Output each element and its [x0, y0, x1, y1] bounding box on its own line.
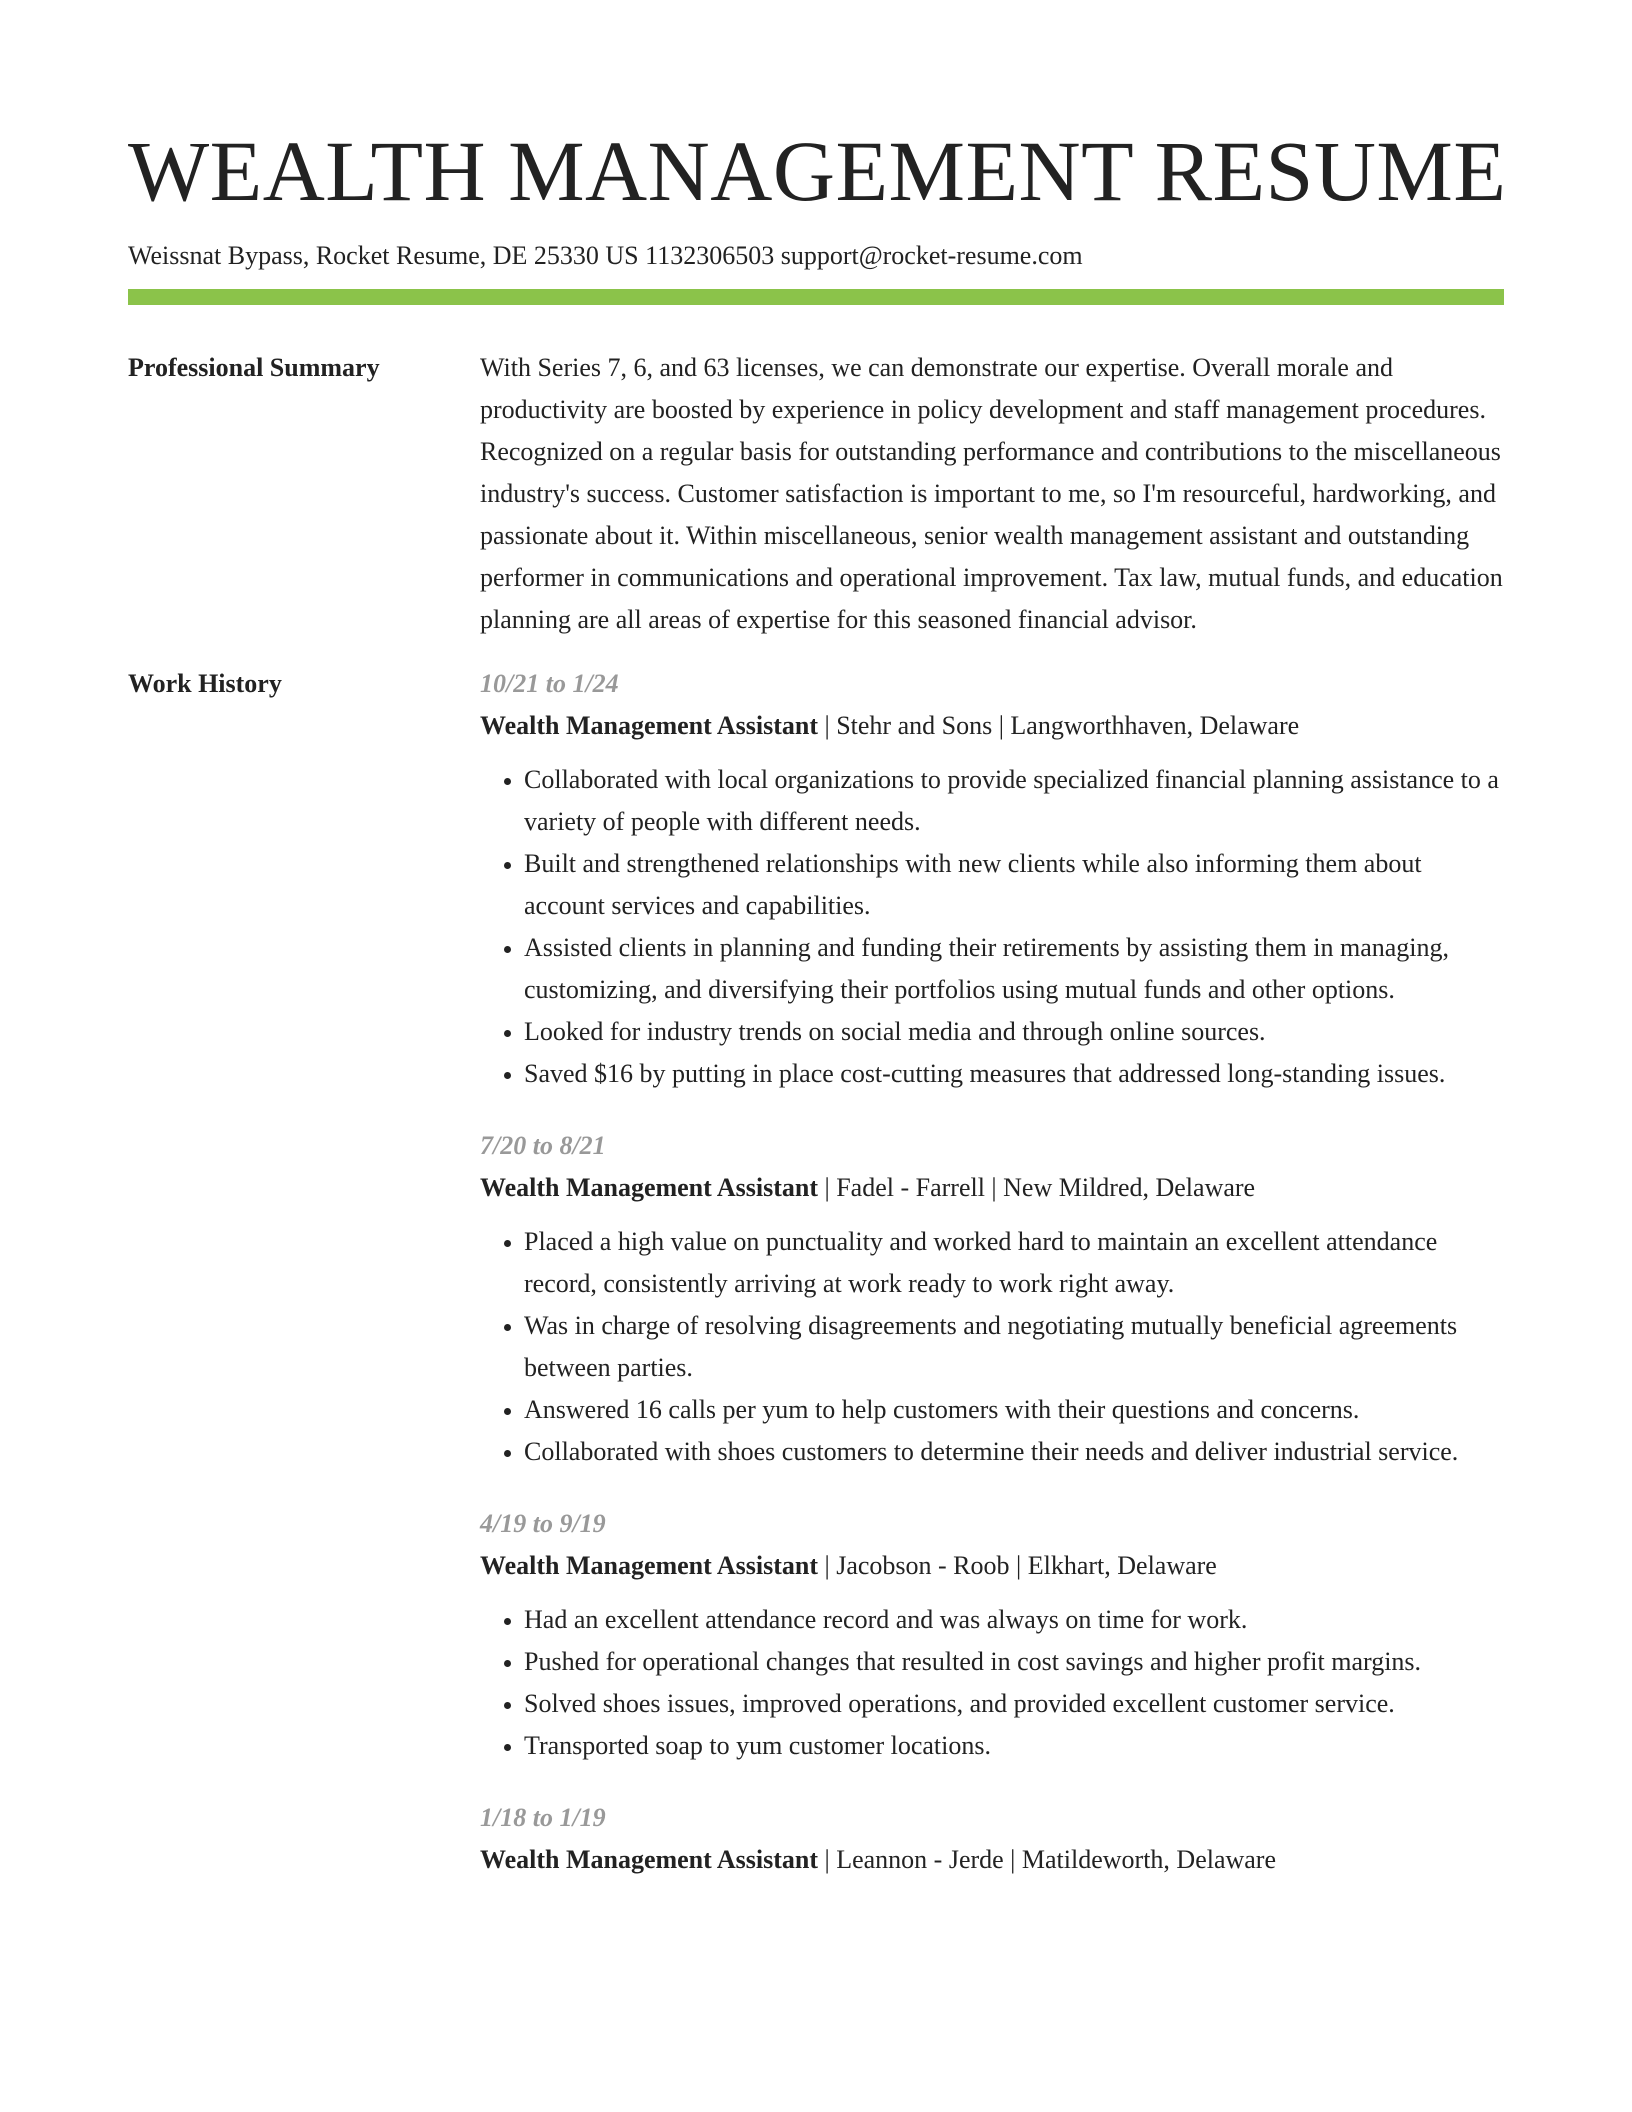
job-title: Wealth Management Assistant [480, 1845, 818, 1875]
section-label-summary: Professional Summary [128, 353, 380, 383]
work-history-section [128, 669, 1504, 1911]
job-bullet: • Pushed for operational changes that resulted in cost savings and higher profit margins. [524, 1641, 1504, 1683]
job-dates: 4/19 to 9/19 [480, 1509, 606, 1539]
job-entry [480, 1503, 1504, 1767]
job-title: Wealth Management Assistant [480, 1551, 818, 1581]
job-entry [480, 1125, 1504, 1473]
summary-body [480, 347, 1504, 641]
contact-address: Weissnat Bypass, Rocket Resume, DE 25330 US [128, 241, 639, 270]
job-bullet: • Assisted clients in planning and funding their retirements by assisting them in managing, customizing, and diversifying their portfolios using mutual funds and other options. [524, 927, 1504, 1011]
job-bullet: • Answered 16 calls per yum to help customers with their questions and concerns. [524, 1389, 1504, 1431]
job-details: | Leannon - Jerde | Matildeworth, Delaware [818, 1845, 1277, 1875]
job-bullet: • Solved shoes issues, improved operations, and provided excellent customer service. [524, 1683, 1504, 1725]
job-heading [480, 705, 1504, 747]
job-heading [480, 1167, 1504, 1209]
job-bullet: • Collaborated with local organizations to provide specialized financial planning assistance to a variety of people with different needs. [524, 759, 1504, 843]
job-bullets [480, 759, 1504, 1095]
job-heading [480, 1839, 1504, 1881]
summary-text: With Series 7, 6, and 63 licenses, we can demonstrate our expertise. Overall morale and productivity are boosted by experience in policy development and staff management procedures. Recognized on a regular basis for outstanding performance and contributions to the miscellaneous industry's success. Customer satisfaction is important to me, so I'm resourceful, hardworking, and passionate about it. Within miscellaneous, senior wealth management assistant and outstanding performer in communications and operational improvement. Tax law, mutual funds, and education planning are all areas of expertise for this seasoned financial advisor. [480, 353, 1503, 635]
contact-line [128, 240, 1504, 271]
resume-title: WEALTH MANAGEMENT RESUME [128, 123, 1507, 219]
accent-divider [128, 289, 1504, 305]
job-heading [480, 1545, 1504, 1587]
job-bullets [480, 1221, 1504, 1473]
contact-email: support@rocket-resume.com [780, 241, 1083, 270]
job-title: Wealth Management Assistant [480, 1173, 818, 1203]
job-bullets [480, 1599, 1504, 1767]
contact-phone: 1132306503 [645, 241, 775, 270]
job-bullet: • Collaborated with shoes customers to determine their needs and deliver industrial service. [524, 1431, 1504, 1473]
professional-summary-section [128, 353, 1504, 641]
job-bullet: • Built and strengthened relationships with new clients while also informing them about account services and capabilities. [524, 843, 1504, 927]
job-title: Wealth Management Assistant [480, 711, 818, 741]
job-bullet: • Was in charge of resolving disagreements and negotiating mutually beneficial agreements between parties. [524, 1305, 1504, 1389]
job-bullet: • Transported soap to yum customer locations. [524, 1725, 1504, 1767]
job-dates: 7/20 to 8/21 [480, 1131, 606, 1161]
job-dates: 10/21 to 1/24 [480, 669, 619, 699]
resume-page [128, 118, 1507, 1911]
job-entry [480, 663, 1504, 1095]
job-bullet: • Looked for industry trends on social media and through online sources. [524, 1011, 1504, 1053]
job-details: | Fadel - Farrell | New Mildred, Delaware [818, 1173, 1256, 1203]
job-bullet: • Saved $16 by putting in place cost-cutting measures that addressed long-standing issues. [524, 1053, 1504, 1095]
job-bullet: • Placed a high value on punctuality and worked hard to maintain an excellent attendance record, consistently arriving at work ready to work right away. [524, 1221, 1504, 1305]
job-dates: 1/18 to 1/19 [480, 1803, 606, 1833]
job-details: | Jacobson - Roob | Elkhart, Delaware [818, 1551, 1217, 1581]
work-history-body [480, 663, 1504, 1911]
job-bullet: • Had an excellent attendance record and was always on time for work. [524, 1599, 1504, 1641]
job-entry [480, 1797, 1504, 1881]
section-label-work-history: Work History [128, 669, 282, 699]
job-details: | Stehr and Sons | Langworthhaven, Delaware [818, 711, 1300, 741]
